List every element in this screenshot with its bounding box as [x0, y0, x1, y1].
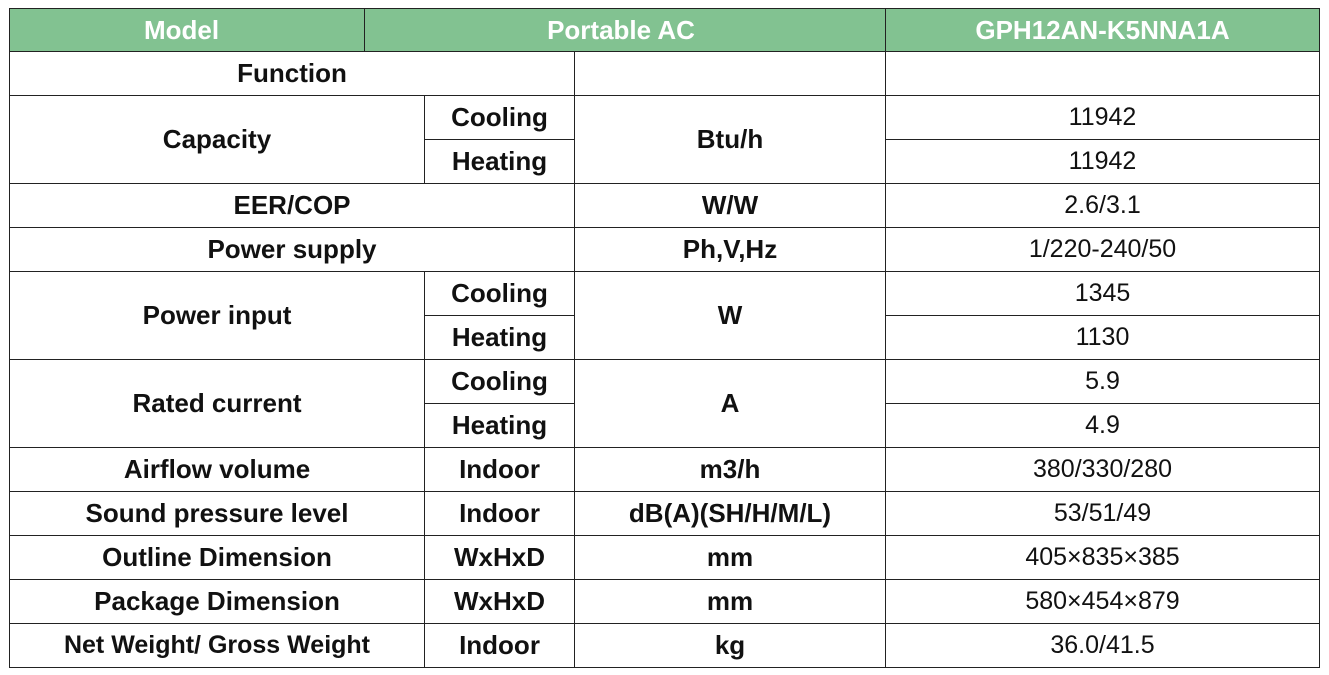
eer-cop-label: EER/COP: [10, 184, 575, 228]
rated-current-unit: A: [575, 360, 886, 448]
function-value: [886, 52, 1320, 96]
airflow-sub: Indoor: [425, 448, 575, 492]
capacity-heating-value: 11942: [886, 140, 1320, 184]
sound-value: 53/51/49: [886, 492, 1320, 536]
power-supply-value: 1/220-240/50: [886, 228, 1320, 272]
weight-sub: Indoor: [425, 624, 575, 668]
capacity-cooling-value: 11942: [886, 96, 1320, 140]
table-row-airflow: [10, 448, 1320, 492]
table-row-power-input-cooling: [10, 272, 1320, 316]
airflow-value: 380/330/280: [886, 448, 1320, 492]
function-unit: [575, 52, 886, 96]
table-row-function: [10, 52, 1320, 96]
header-row: [10, 9, 1320, 52]
package-label: Package Dimension: [10, 580, 425, 624]
capacity-label: Capacity: [10, 96, 425, 184]
weight-label: Net Weight/ Gross Weight: [10, 624, 425, 668]
package-value: 580×454×879: [886, 580, 1320, 624]
eer-cop-value: 2.6/3.1: [886, 184, 1320, 228]
outline-value: 405×835×385: [886, 536, 1320, 580]
header-product: Portable AC: [365, 9, 886, 52]
eer-cop-unit: W/W: [575, 184, 886, 228]
power-input-cooling-label: Cooling: [425, 272, 575, 316]
power-input-unit: W: [575, 272, 886, 360]
table-row-rated-current-cooling: [10, 360, 1320, 404]
airflow-unit: m3/h: [575, 448, 886, 492]
header-model-number: GPH12AN-K5NNA1A: [886, 9, 1320, 52]
power-supply-unit: Ph,V,Hz: [575, 228, 886, 272]
power-input-heating-value: 1130: [886, 316, 1320, 360]
sound-sub: Indoor: [425, 492, 575, 536]
weight-value: 36.0/41.5: [886, 624, 1320, 668]
header-model: Model: [10, 9, 365, 52]
package-unit: mm: [575, 580, 886, 624]
function-label: Function: [10, 52, 575, 96]
spec-table: [9, 8, 1320, 668]
power-input-label: Power input: [10, 272, 425, 360]
table-row-sound: [10, 492, 1320, 536]
outline-unit: mm: [575, 536, 886, 580]
outline-sub: WxHxD: [425, 536, 575, 580]
rated-current-label: Rated current: [10, 360, 425, 448]
package-sub: WxHxD: [425, 580, 575, 624]
airflow-label: Airflow volume: [10, 448, 425, 492]
rated-current-cooling-value: 5.9: [886, 360, 1320, 404]
rated-current-heating-label: Heating: [425, 404, 575, 448]
table-row-weight: [10, 624, 1320, 668]
table-row-outline: [10, 536, 1320, 580]
rated-current-heating-value: 4.9: [886, 404, 1320, 448]
table-row-power-supply: [10, 228, 1320, 272]
weight-unit: kg: [575, 624, 886, 668]
table-row-package: [10, 580, 1320, 624]
capacity-unit: Btu/h: [575, 96, 886, 184]
capacity-heating-label: Heating: [425, 140, 575, 184]
table-row-eer-cop: [10, 184, 1320, 228]
power-supply-label: Power supply: [10, 228, 575, 272]
outline-label: Outline Dimension: [10, 536, 425, 580]
table-row-capacity-cooling: [10, 96, 1320, 140]
sound-unit: dB(A)(SH/H/M/L): [575, 492, 886, 536]
power-input-heating-label: Heating: [425, 316, 575, 360]
sound-label: Sound pressure level: [10, 492, 425, 536]
rated-current-cooling-label: Cooling: [425, 360, 575, 404]
power-input-cooling-value: 1345: [886, 272, 1320, 316]
capacity-cooling-label: Cooling: [425, 96, 575, 140]
